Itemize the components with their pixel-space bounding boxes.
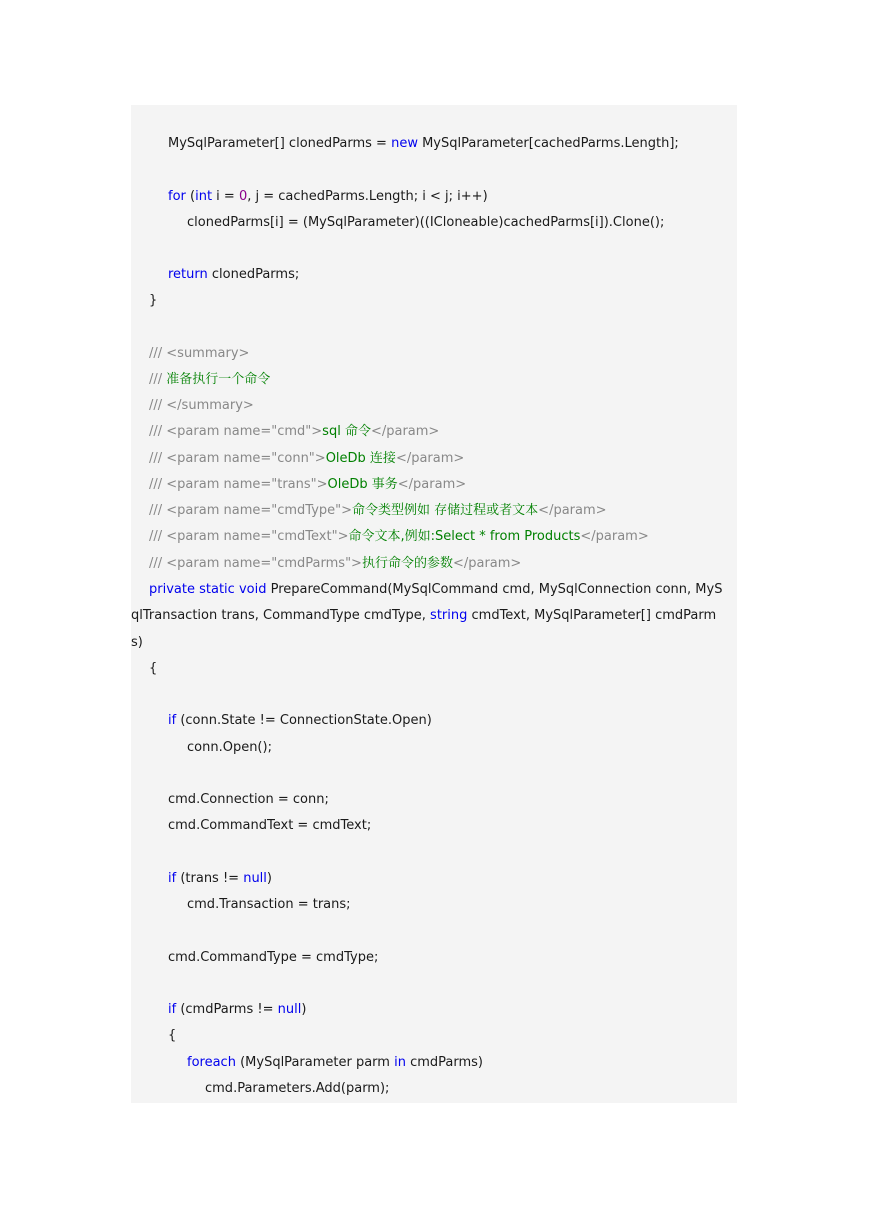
doc-comment-line: /// <param name="cmdText">命令文本,例如:Select * from Products</param>: [149, 529, 649, 544]
code-line: cmd.CommandText = cmdText;: [168, 818, 372, 833]
doc-comment-line: /// <param name="conn">OleDb 连接</param>: [149, 451, 465, 466]
code-block: [131, 105, 737, 1103]
code-line: if (conn.State != ConnectionState.Open): [168, 713, 432, 728]
doc-comment-line: /// </summary>: [149, 398, 254, 413]
doc-comment-line: /// <param name="cmd">sql 命令</param>: [149, 424, 440, 439]
code-line: clonedParms[i] = (MySqlParameter)((ICloneable)cachedParms[i]).Clone();: [187, 215, 665, 230]
code-line: cmd.Connection = conn;: [168, 792, 329, 807]
code-line: private static void PrepareCommand(MySqlCommand cmd, MySqlConnection conn, MyS: [149, 582, 723, 597]
code-line: cmd.Parameters.Add(parm);: [205, 1081, 390, 1096]
code-line: return clonedParms;: [168, 267, 300, 282]
code-line: MySqlParameter[] clonedParms = new MySqlParameter[cachedParms.Length];: [168, 136, 679, 151]
doc-comment-line: /// 准备执行一个命令: [149, 372, 271, 387]
code-line: qlTransaction trans, CommandType cmdType, string cmdText, MySqlParameter[] cmdParm: [131, 608, 717, 623]
code-line: }: [149, 293, 158, 308]
code-line: cmd.Transaction = trans;: [187, 897, 351, 912]
doc-comment-line: /// <param name="cmdParms">执行命令的参数</param>: [149, 556, 522, 571]
code-line: {: [149, 661, 158, 676]
code-line: for (int i = 0, j = cachedParms.Length; i < j; i++): [168, 189, 488, 204]
code-line: conn.Open();: [187, 740, 272, 755]
doc-comment-line: /// <param name="trans">OleDb 事务</param>: [149, 477, 467, 492]
doc-comment-line: /// <param name="cmdType">命令类型例如 存储过程或者文本</param>: [149, 503, 607, 518]
code-line: if (cmdParms != null): [168, 1002, 307, 1017]
doc-comment-line: /// <summary>: [149, 346, 250, 361]
code-line: if (trans != null): [168, 871, 272, 886]
code-line: foreach (MySqlParameter parm in cmdParms): [187, 1055, 483, 1070]
code-line: s): [131, 635, 143, 650]
code-line: cmd.CommandType = cmdType;: [168, 950, 379, 965]
code-line: {: [168, 1028, 177, 1043]
